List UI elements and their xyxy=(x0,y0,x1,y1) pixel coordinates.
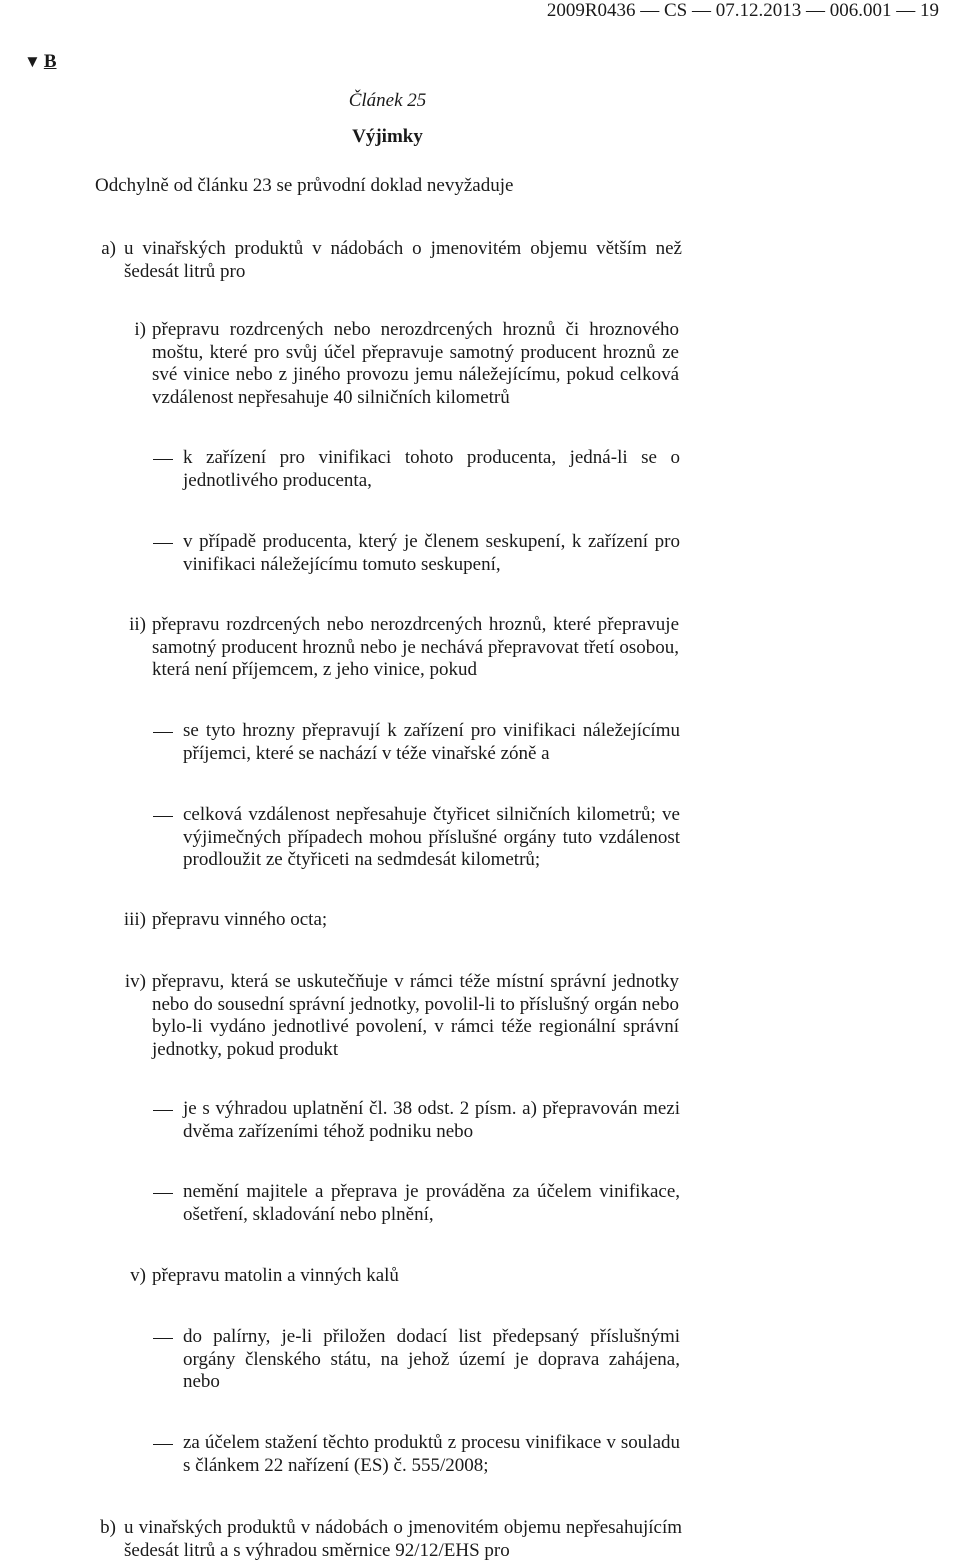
item-i-text: přepravu rozdrcených nebo nerozdrcených hroznů či hroznového moštu, které pro svůj účel přepravuje samotný producent hroznů ze své vinice nebo z jiného provozu jemu náležejícímu, pokud celková vzdálenost nepřesahuje 40 silničních kilometrů xyxy=(152,319,679,408)
triangle-down-icon: ▼ xyxy=(24,52,41,71)
dash-mark xyxy=(153,1444,173,1445)
item-i-label: i) xyxy=(134,319,146,340)
point-a-label: a) xyxy=(101,238,116,259)
iv-dash-1-text: je s výhradou uplatnění čl. 38 odst. 2 písm. a) přepravován mezi dvěma zařízeními téhož podniku nebo xyxy=(183,1098,680,1142)
amendment-marker[interactable] xyxy=(24,51,57,74)
item-iii-text: přepravu vinného octa; xyxy=(152,909,328,930)
ii-dash-2-text: celková vzdálenost nepřesahuje čtyřicet silničních kilometrů; ve výjimečných případech mohou příslušné orgány tuto vzdálenost prodloužit ze čtyřiceti na sedmdesát kilometrů; xyxy=(183,804,680,870)
intro-text: Odchylně od článku 23 se průvodní doklad nevyžaduje xyxy=(95,175,514,196)
document-header: 2009R0436 — CS — 07.12.2013 — 006.001 — 19 xyxy=(546,0,939,21)
article-title: Výjimky xyxy=(352,126,423,147)
dash-mark xyxy=(153,1110,173,1111)
dash-mark xyxy=(153,1338,173,1339)
v-dash-1-text: do palírny, je-li přiložen dodací list předepsaný příslušnými orgány členského státu, na jehož území je doprava zahájena, nebo xyxy=(183,1326,680,1392)
point-b-label: b) xyxy=(100,1517,116,1538)
marker-label[interactable]: B xyxy=(43,51,57,72)
iv-dash-2-text: nemění majitele a přeprava je prováděna za účelem vinifikace, ošetření, skladování nebo plnění, xyxy=(183,1181,680,1225)
dash-mark xyxy=(153,1193,173,1194)
item-v-label: v) xyxy=(130,1265,146,1286)
article-number: Článek 25 xyxy=(348,90,427,111)
item-ii-text: přepravu rozdrcených nebo nerozdrcených hroznů, které přepravuje samotný producent hroznů nebo je nechává přepravovat třetí osobou, která není příjemcem, z jeho vinice, pokud xyxy=(152,614,679,680)
item-iv-label: iv) xyxy=(124,971,146,992)
dash-mark xyxy=(153,816,173,817)
ii-dash-1-text: se tyto hrozny přepravují k zařízení pro vinifikaci náležejícímu příjemci, které se nachází v téže vinařské zóně a xyxy=(183,720,680,764)
dash-mark xyxy=(153,459,173,460)
dash-mark xyxy=(153,543,173,544)
i-dash-2-text: v případě producenta, který je členem seskupení, k zařízení pro vinifikaci náležejícímu tomuto seskupení, xyxy=(183,531,680,575)
point-b-text: u vinařských produktů v nádobách o jmenovitém objemu nepřesahujícím šedesát litrů a s výhradou směrnice 92/12/EHS pro xyxy=(124,1517,682,1561)
i-dash-1-text: k zařízení pro vinifikaci tohoto producenta, jedná-li se o jednotlivého producenta, xyxy=(183,447,680,491)
item-v-text: přepravu matolin a vinných kalů xyxy=(152,1265,399,1286)
dash-mark xyxy=(153,732,173,733)
item-iii-label: iii) xyxy=(123,909,146,930)
item-ii-label: ii) xyxy=(129,614,146,635)
point-a-text: u vinařských produktů v nádobách o jmenovitém objemu větším než šedesát litrů pro xyxy=(124,238,682,282)
item-iv-text: přepravu, která se uskutečňuje v rámci téže místní správní jednotky nebo do sousední správní jednotky, povolil-li to příslušný orgán nebo bylo-li vydáno jednotlivé povolení, v rámci téže regionální správní jednotky, pokud produkt xyxy=(152,971,679,1060)
v-dash-2-text: za účelem stažení těchto produktů z procesu vinifikace v souladu s článkem 22 nařízení (ES) č. 555/2008; xyxy=(183,1432,680,1476)
